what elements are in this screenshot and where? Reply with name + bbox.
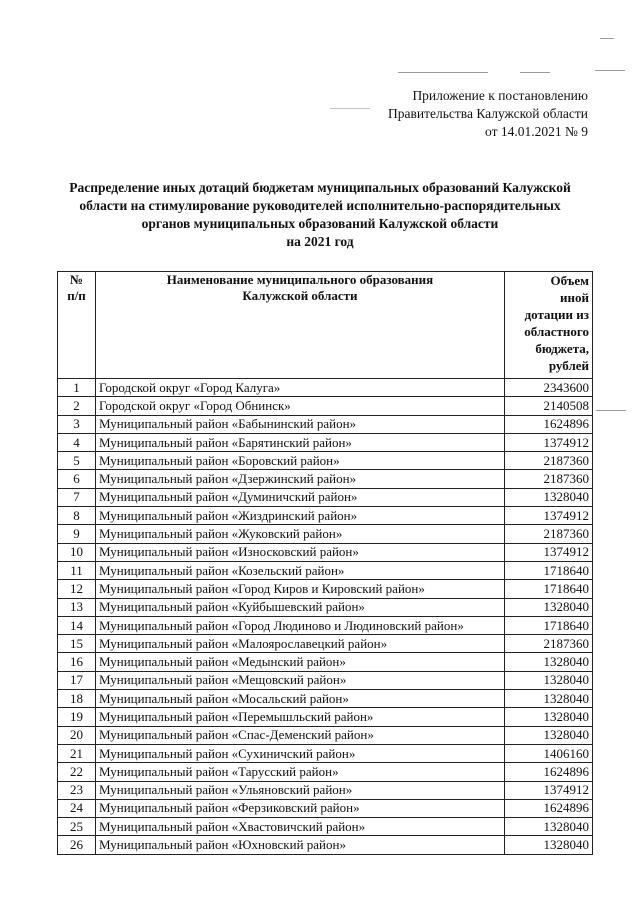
row-number: 3 (58, 415, 96, 433)
subsidy-amount: 1374912 (505, 543, 593, 561)
distribution-table (57, 271, 593, 855)
subsidy-amount: 1328040 (505, 708, 593, 726)
table-row (58, 653, 593, 671)
table-row (58, 470, 593, 488)
row-number: 2 (58, 397, 96, 415)
table-row (58, 799, 593, 817)
row-number: 23 (58, 781, 96, 799)
table-row (58, 580, 593, 598)
municipality-name: Муниципальный район «Жиздринский район» (96, 507, 505, 525)
subsidy-amount: 1328040 (505, 818, 593, 836)
municipality-name: Муниципальный район «Медынский район» (96, 653, 505, 671)
table-row (58, 635, 593, 653)
subsidy-amount: 2187360 (505, 452, 593, 470)
table-row (58, 726, 593, 744)
appendix-header (288, 87, 588, 141)
municipality-name: Муниципальный район «Боровский район» (96, 452, 505, 470)
row-number: 22 (58, 763, 96, 781)
municipality-name: Муниципальный район «Ферзиковский район» (96, 799, 505, 817)
row-number: 24 (58, 799, 96, 817)
table-row (58, 415, 593, 433)
scan-artifact (398, 72, 488, 73)
row-number: 4 (58, 433, 96, 451)
header-amount-line: областного (524, 324, 589, 339)
scan-artifact (595, 70, 625, 71)
table-row (58, 671, 593, 689)
subsidy-amount: 2187360 (505, 635, 593, 653)
row-number: 13 (58, 598, 96, 616)
row-number: 14 (58, 616, 96, 634)
municipality-name: Муниципальный район «Тарусский район» (96, 763, 505, 781)
subsidy-amount: 1328040 (505, 671, 593, 689)
municipality-name: Муниципальный район «Хвастовичский район» (96, 818, 505, 836)
municipality-name: Муниципальный район «Юхновский район» (96, 836, 505, 854)
row-number: 17 (58, 671, 96, 689)
table-row (58, 543, 593, 561)
subsidy-amount: 2343600 (505, 379, 593, 397)
municipality-name: Муниципальный район «Бабынинский район» (96, 415, 505, 433)
header-amount (505, 272, 593, 379)
row-number: 9 (58, 525, 96, 543)
subsidy-amount: 2187360 (505, 470, 593, 488)
table-row (58, 433, 593, 451)
municipality-name: Муниципальный район «Малоярославецкий район» (96, 635, 505, 653)
municipality-name: Муниципальный район «Мосальский район» (96, 690, 505, 708)
table-row (58, 708, 593, 726)
table-row (58, 379, 593, 397)
row-number: 1 (58, 379, 96, 397)
table-row (58, 488, 593, 506)
row-number: 26 (58, 836, 96, 854)
header-amount-line: рублей (548, 358, 589, 373)
table-body (58, 379, 593, 855)
header-amount-line: дотации из (524, 307, 589, 322)
header-amount-line: Объем (550, 273, 589, 288)
header-municipality (96, 272, 505, 379)
table-row (58, 763, 593, 781)
subsidy-amount: 1718640 (505, 580, 593, 598)
subsidy-amount: 1374912 (505, 781, 593, 799)
subsidy-amount: 2187360 (505, 525, 593, 543)
row-number: 18 (58, 690, 96, 708)
table-row (58, 525, 593, 543)
table-row (58, 744, 593, 762)
municipality-name: Муниципальный район «Козельский район» (96, 561, 505, 579)
header-number-line: № (69, 272, 84, 287)
municipality-name: Муниципальный район «Перемышльский район» (96, 708, 505, 726)
municipality-name: Муниципальный район «Барятинский район» (96, 433, 505, 451)
municipality-name: Муниципальный район «Сухиничский район» (96, 744, 505, 762)
subsidy-amount: 1406160 (505, 744, 593, 762)
row-number: 19 (58, 708, 96, 726)
municipality-name: Муниципальный район «Город Людиново и Людиновский район» (96, 616, 505, 634)
title-line-3: органов муниципальных образований Калужской области (141, 216, 499, 231)
municipality-name: Муниципальный район «Износковский район» (96, 543, 505, 561)
subsidy-amount: 1328040 (505, 653, 593, 671)
subsidy-amount: 2140508 (505, 397, 593, 415)
table-row (58, 616, 593, 634)
header-municipality-line: Калужской области (242, 288, 358, 303)
table-row (58, 452, 593, 470)
table-row (58, 598, 593, 616)
appendix-line-1: Приложение к постановлению (412, 88, 588, 103)
subsidy-amount: 1374912 (505, 433, 593, 451)
table-row (58, 836, 593, 854)
municipality-name: Городской округ «Город Калуга» (96, 379, 505, 397)
row-number: 16 (58, 653, 96, 671)
municipality-name: Муниципальный район «Ульяновский район» (96, 781, 505, 799)
row-number: 5 (58, 452, 96, 470)
municipality-name: Муниципальный район «Куйбышевский район» (96, 598, 505, 616)
appendix-line-3: от 14.01.2021 № 9 (485, 124, 588, 139)
header-amount-line: бюджета, (535, 341, 589, 356)
municipality-name: Муниципальный район «Город Киров и Кировский район» (96, 580, 505, 598)
header-municipality-line: Наименование муниципального образования (166, 272, 434, 287)
subsidy-amount: 1328040 (505, 598, 593, 616)
title-line-4: на 2021 год (286, 234, 354, 249)
scan-artifact (520, 72, 550, 73)
subsidy-amount: 1624896 (505, 763, 593, 781)
subsidy-amount: 1328040 (505, 488, 593, 506)
subsidy-amount: 1624896 (505, 799, 593, 817)
table-header-row (58, 272, 593, 379)
row-number: 8 (58, 507, 96, 525)
subsidy-amount: 1328040 (505, 836, 593, 854)
subsidy-amount: 1328040 (505, 690, 593, 708)
subsidy-amount: 1718640 (505, 616, 593, 634)
title-line-2: области на стимулирование руководителей исполнительно-распорядительных (79, 198, 561, 213)
table-row (58, 781, 593, 799)
municipality-name: Городской округ «Город Обнинск» (96, 397, 505, 415)
table-row (58, 397, 593, 415)
row-number: 10 (58, 543, 96, 561)
subsidy-amount: 1718640 (505, 561, 593, 579)
subsidy-amount: 1328040 (505, 726, 593, 744)
row-number: 12 (58, 580, 96, 598)
document-title (40, 179, 600, 251)
subsidy-amount: 1624896 (505, 415, 593, 433)
row-number: 11 (58, 561, 96, 579)
appendix-line-2: Правительства Калужской области (387, 106, 588, 121)
row-number: 7 (58, 488, 96, 506)
municipality-name: Муниципальный район «Думиничский район» (96, 488, 505, 506)
row-number: 25 (58, 818, 96, 836)
municipality-name: Муниципальный район «Дзержинский район» (96, 470, 505, 488)
municipality-name: Муниципальный район «Мещовский район» (96, 671, 505, 689)
row-number: 21 (58, 744, 96, 762)
table-row (58, 818, 593, 836)
row-number: 6 (58, 470, 96, 488)
scan-artifact (596, 410, 626, 411)
scan-artifact (600, 38, 614, 39)
table-row (58, 507, 593, 525)
header-number-line: п/п (67, 288, 86, 303)
municipality-name: Муниципальный район «Жуковский район» (96, 525, 505, 543)
title-line-1: Распределение иных дотаций бюджетам муниципальных образований Калужской (69, 180, 571, 195)
header-amount-line: иной (560, 290, 589, 305)
subsidy-amount: 1374912 (505, 507, 593, 525)
municipality-name: Муниципальный район «Спас-Деменский район» (96, 726, 505, 744)
row-number: 15 (58, 635, 96, 653)
table-row (58, 690, 593, 708)
table-row (58, 561, 593, 579)
header-number (58, 272, 96, 379)
row-number: 20 (58, 726, 96, 744)
